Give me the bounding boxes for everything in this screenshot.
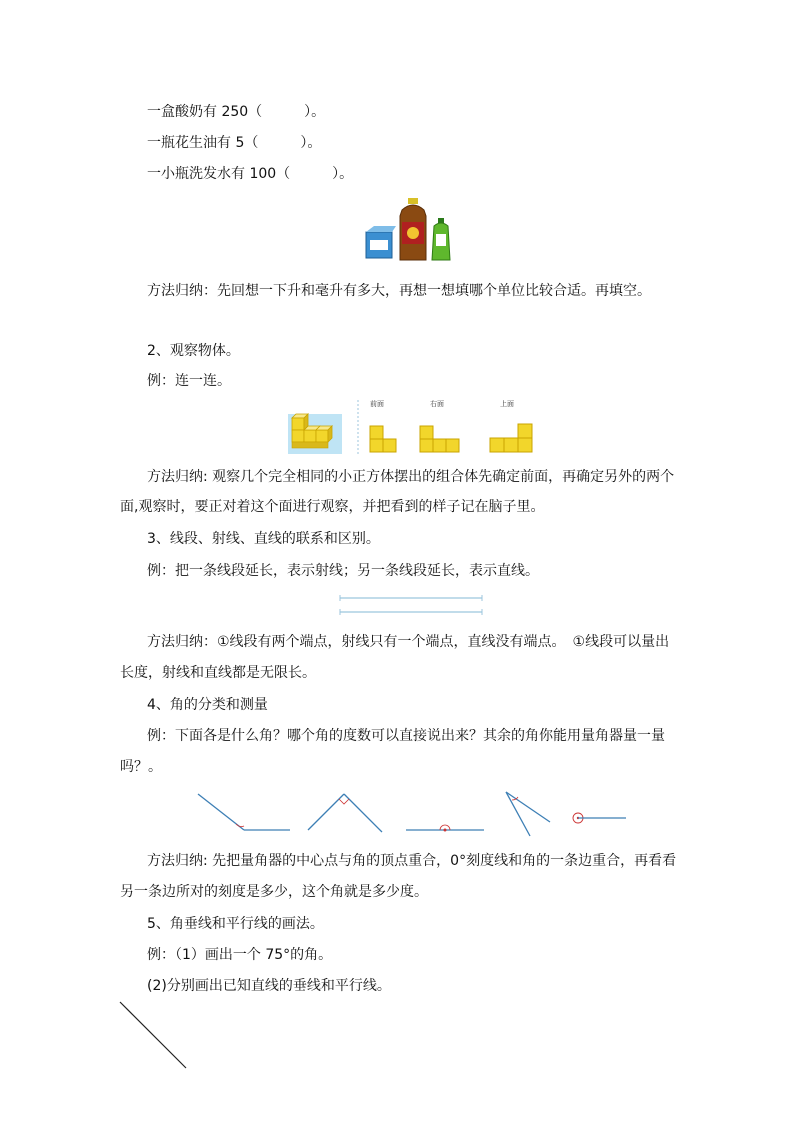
right-view [420, 426, 459, 452]
method-1: 方法归纳：先回想一下升和毫升有多大，再想一想填哪个单位比较合适。再填空。 [147, 283, 651, 299]
yogurt-box-icon [366, 226, 396, 258]
example-2: 例：连一连。 [147, 373, 231, 389]
method-3-line-1: 方法归纳：①线段有两个端点，射线只有一个端点，直线没有端点。 ①线段可以量出 [147, 634, 670, 650]
example-5-line-1: 例：（1）画出一个 75°的角。 [147, 947, 333, 963]
angles-figure [194, 788, 634, 838]
acute-angle [506, 792, 550, 836]
round-angle [573, 813, 626, 823]
front-view [370, 426, 396, 452]
section-3-title: 3、线段、射线、直线的联系和区别。 [147, 531, 380, 547]
straight-angle [406, 825, 484, 832]
top-view [490, 424, 532, 452]
oil-bottle-icon [400, 198, 426, 260]
method-4-line-2: 另一条边所对的刻度是多少，这个角就是多少度。 [120, 884, 428, 900]
cube-solid-figure [288, 414, 342, 454]
q1-shampoo: 一小瓶洗发水有 100（ ）。 [147, 166, 354, 182]
right-angle [308, 794, 382, 832]
label-top: 上面 [500, 400, 514, 408]
example-4-line-1: 例：下面各是什么角？哪个角的度数可以直接说出来？其余的角你能用量角器量一量 [147, 728, 665, 744]
method-4-line-1: 方法归纳: 先把量角器的中心点与角的顶点重合，0°刻度线和角的一条边重合，再看看 [147, 853, 677, 869]
section-2-title: 2、观察物体。 [147, 343, 240, 359]
segment-lines-figure [336, 592, 486, 616]
section-4-title: 4、角的分类和测量 [147, 697, 268, 713]
given-line-figure [116, 998, 196, 1078]
label-front: 前面 [370, 400, 384, 408]
method-2-line-1: 方法归纳: 观察几个完全相同的小正方体摆出的组合体先确定前面，再确定另外的两个 [147, 469, 675, 485]
section-5-title: 5、角垂线和平行线的画法。 [147, 916, 324, 932]
method-3-line-2: 长度，射线和直线都是无限长。 [120, 665, 316, 681]
cube-views-figure [286, 394, 546, 458]
example-3: 例：把一条线段延长，表示射线；另一条线段延长，表示直线。 [147, 563, 539, 579]
label-right: 右面 [430, 400, 444, 408]
method-2-line-2: 面,观察时，要正对着这个面进行观察，并把看到的样子记在脑子里。 [120, 499, 545, 515]
product-illustration [362, 196, 462, 266]
given-line [120, 1002, 186, 1068]
example-4-line-2: 吗？。 [120, 759, 162, 775]
q1-yogurt: 一盒酸奶有 250（ ）。 [147, 104, 326, 120]
obtuse-angle [198, 794, 290, 830]
q1-oil: 一瓶花生油有 5（ ）。 [147, 135, 322, 151]
example-5-line-2: (2)分别画出已知直线的垂线和平行线。 [147, 978, 391, 994]
shampoo-bottle-icon [432, 218, 450, 260]
